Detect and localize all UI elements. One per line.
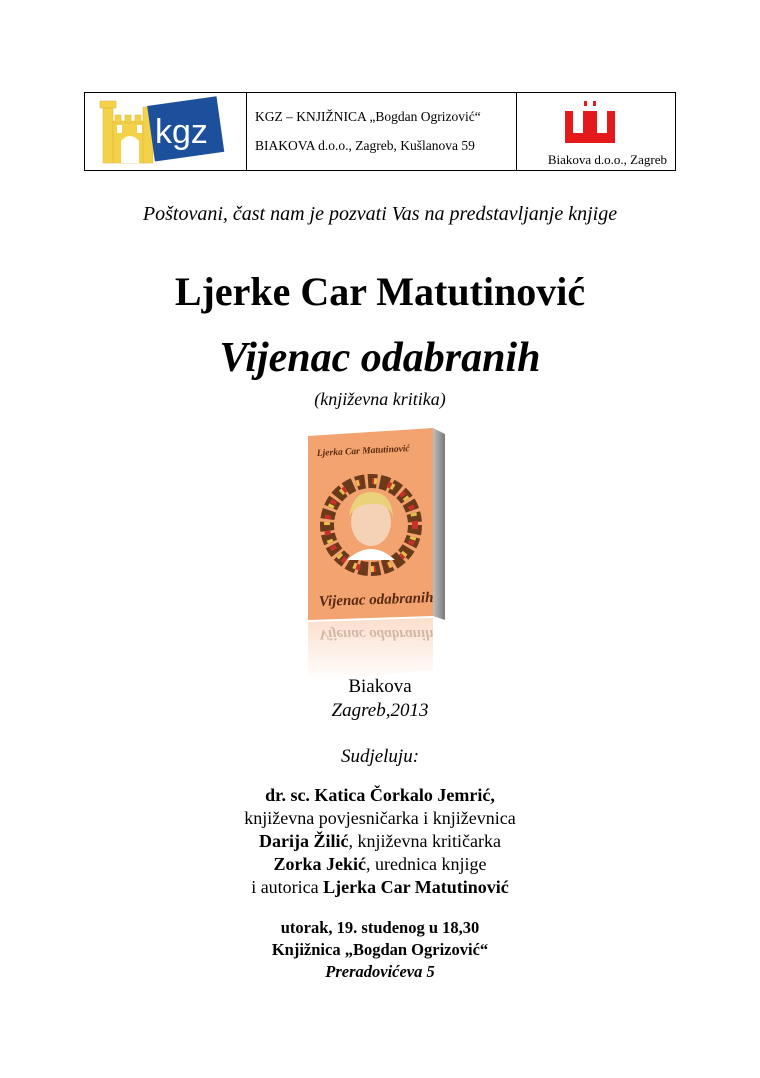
biakova-logo [561,97,621,147]
event-venue: Knjižnica „Bogdan Ogrizović“ [271,940,489,959]
cover-title-reflection: Vijenac odabranih [319,626,434,642]
library-info-cell [247,93,517,170]
book-cover-image [303,420,453,690]
cover-author: Ljerka Car Matutinović [316,444,410,459]
header-table [84,92,676,171]
biakova-caption: Biakova d.o.o., Zagreb [547,152,667,167]
book-title: Vijenac odabranih [219,335,541,381]
biakova-logo-cell [517,93,675,170]
book-genre: (književna kritika) [314,389,446,409]
participant-1-name: dr. sc. Katica Čorkalo Jemrić, [265,785,495,805]
participant-2-name: Darija Žilić [259,831,349,851]
publisher: Biakova [348,676,412,697]
participant-4 [0,877,760,898]
participant-2 [0,831,760,852]
author-name: Ljerke Car Matutinović [174,269,586,314]
participant-4-prefix: i autorica [251,877,324,897]
participants-label: Sudjeluju: [340,746,420,767]
event-address: Preradovićeva 5 [325,962,435,981]
participant-2-role: , književna kritičarka [348,831,501,851]
kgz-logo [85,93,247,172]
kgz-logo-text: kgz [155,113,208,151]
kgz-logo-cell [85,93,247,170]
cover-title: Vijenac odabranih [318,590,434,610]
participant-4-name: Ljerka Car Matutinović [323,877,509,897]
participant-3-name: Zorka Jekić [273,854,367,874]
library-name: KGZ – KNJIŽNICA „Bogdan Ogrizović“ [255,109,481,124]
participant-1-role: književna povjesničarka i književnica [244,808,516,828]
event-date: utorak, 19. studenog u 18,30 [280,918,480,937]
participant-3-role: , urednica knjige [366,854,487,874]
place-year: Zagreb,2013 [331,700,429,721]
publisher-address: BIAKOVA d.o.o., Zagreb, Kušlanova 59 [255,138,475,153]
participant-3 [0,854,760,875]
invitation-text: Poštovani, čast nam je pozvati Vas na predstavljanje knjige [142,203,618,225]
